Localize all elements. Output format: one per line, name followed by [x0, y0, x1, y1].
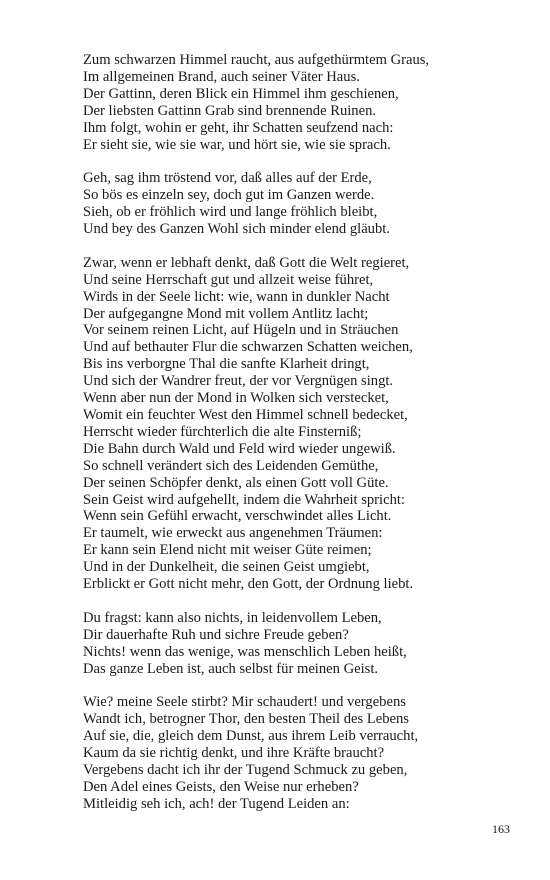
verse-line: Ihm folgt, wohin er geht, ihr Schatten seufzend nach:: [83, 119, 394, 136]
verse-line: Und seine Herrschaft gut und allzeit weise führet,: [83, 271, 374, 288]
verse-line: Wirds in der Seele licht: wie, wann in dunkler Nacht: [83, 288, 390, 305]
verse-line: Und auf bethauter Flur die schwarzen Schatten weichen,: [83, 339, 413, 356]
verse-line: Der seinen Schöpfer denkt, als einen Gott voll Güte.: [83, 474, 389, 491]
verse-line: Zwar, wenn er lebhaft denkt, daß Gott die Welt regieret,: [83, 254, 410, 271]
verse-line: Vor seinem reinen Licht, auf Hügeln und in Sträuchen: [83, 322, 399, 339]
verse-line: Mitleidig seh ich, ach! der Tugend Leiden an:: [83, 795, 350, 812]
verse-line: Kaum da sie richtig denkt, und ihre Kräfte braucht?: [83, 745, 385, 762]
verse-line: Herrscht wieder fürchterlich die alte Finsterniß;: [83, 423, 362, 440]
stanza: [83, 170, 523, 238]
verse-line: Und in der Dunkelheit, die seinen Geist umgiebt,: [83, 559, 370, 576]
verse-line: Sein Geist wird aufgehellt, indem die Wahrheit spricht:: [83, 491, 405, 508]
verse-line: So bös es einzeln sey, doch gut im Ganzen werde.: [83, 187, 375, 204]
verse-line: Die Bahn durch Wald und Feld wird wieder ungewiß.: [83, 440, 396, 457]
verse-line: Der aufgegangne Mond mit vollem Antlitz lacht;: [83, 305, 369, 322]
verse-line: Sieh, ob er fröhlich wird und lange fröhlich bleibt,: [83, 204, 378, 221]
verse-line: Bis ins verborgne Thal die sanfte Klarheit dringt,: [83, 356, 370, 373]
verse-line: So schnell verändert sich des Leidenden Gemüthe,: [83, 457, 379, 474]
page-number: 163: [492, 822, 510, 836]
verse-line: Das ganze Leben ist, auch selbst für meinen Geist.: [83, 660, 379, 677]
verse-line: Er sieht sie, wie sie war, und hört sie, wie sie sprach.: [83, 136, 391, 153]
verse-line: Du fragst: kann also nichts, in leidenvollem Leben,: [83, 609, 382, 626]
stanza: [83, 694, 523, 812]
verse-line: Nichts! wenn das wenige, was menschlich Leben heißt,: [83, 643, 407, 660]
verse-line: Der liebsten Gattinn Grab sind brennende Ruinen.: [83, 102, 377, 119]
verse-line: Den Adel eines Geists, den Weise nur erheben?: [83, 778, 359, 795]
verse-line: Vergebens dacht ich ihr der Tugend Schmuck zu geben,: [83, 762, 408, 778]
verse-line: Wenn sein Gefühl erwacht, verschwindet alles Licht.: [83, 508, 392, 525]
verse-line: Im allgemeinen Brand, auch seiner Väter Haus.: [83, 68, 360, 85]
verse-line: Er taumelt, wie erweckt aus angenehmen Träumen:: [83, 525, 383, 542]
verse-line: Er kann sein Elend nicht mit weiser Güte reimen;: [83, 542, 372, 559]
stanza: [83, 255, 523, 593]
verse-line: Wie? meine Seele stirbt? Mir schaudert! und vergebens: [83, 694, 406, 711]
verse-line: Und sich der Wandrer freut, der vor Vergnügen singt.: [83, 373, 394, 390]
stanza: [83, 610, 523, 678]
verse-line: Wenn aber nun der Mond in Wolken sich verstecket,: [83, 390, 389, 407]
verse-line: Dir dauerhafte Ruh und sichre Freude geben?: [83, 626, 349, 643]
verse-line: Geh, sag ihm tröstend vor, daß alles auf der Erde,: [83, 170, 372, 187]
verse-line: Womit ein feuchter West den Himmel schnell bedecket,: [83, 407, 408, 423]
stanza: [83, 52, 523, 153]
verse-line: Wandt ich, betrogner Thor, den besten Theil des Lebens: [83, 711, 409, 728]
verse-line: Erblickt er Gott nicht mehr, den Gott, der Ordnung liebt.: [83, 576, 414, 593]
poem-text: [83, 52, 523, 813]
verse-line: Auf sie, die, gleich dem Dunst, aus ihrem Leib verraucht,: [83, 728, 419, 745]
verse-line: Der Gattinn, deren Blick ein Himmel ihm geschienen,: [83, 85, 399, 102]
verse-line: Und bey des Ganzen Wohl sich minder elend gläubt.: [83, 221, 390, 238]
verse-line: Zum schwarzen Himmel raucht, aus aufgethürmtem Graus,: [83, 52, 430, 68]
